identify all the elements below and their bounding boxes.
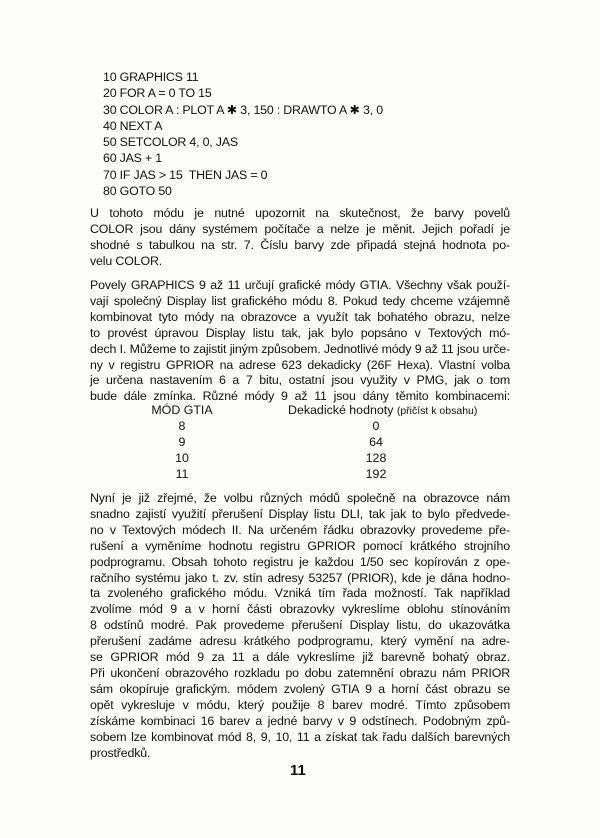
- paragraph-color-note: [90, 206, 510, 270]
- text-line: COLOR jsou dány systémem počítače a nelze je měnit. Jejich pořadí je: [90, 221, 510, 236]
- text-line: no v Textových módech II. Na určeném řádku obrazovky provedeme pře-: [90, 522, 510, 537]
- text-line: sobem lze kombinovat mód 8, 9, 10, 11 a získat tak řadu dalších barevných: [90, 729, 510, 744]
- table-row: [150, 418, 510, 434]
- code-line: 30 COLOR A : PLOT A ✱ 3, 150 : DRAWTO A ✱ 3, 0: [103, 102, 383, 117]
- cell-mode: 9: [178, 435, 186, 449]
- text-line: to provést úpravou Display listu tak, jak bylo popsáno v Textových mó-: [90, 325, 510, 340]
- text-line: snadno zajistí využití přerušení Display listu DLI, tak jak to bylo předvede-: [90, 506, 510, 521]
- text-line: rušení a vyměníme hodnotu registru GPRIOR pomocí krátkého strojního: [90, 538, 510, 553]
- text-line: opět vykresluje v módu, který použije 8 barev modré. Tímto způsobem: [90, 697, 510, 712]
- text-line: bude dále zmínka. Různé módy 9 až 11 jsou dány těmito kombinacemi:: [90, 389, 510, 404]
- code-line: 40 NEXT A: [103, 118, 163, 133]
- text-line: zvolíme mód 9 a v horní části obrazovky vykreslíme oblohu stínováním: [90, 602, 510, 617]
- code-line: 60 JAS + 1: [103, 151, 162, 166]
- text-line: velu COLOR.: [90, 253, 163, 268]
- cell-value: 128: [365, 451, 387, 465]
- code-line: 50 SETCOLOR 4, 0, JAS: [103, 135, 238, 150]
- text-line: vají společný Display list grafického módu 8. Pokud tedy chceme vzájemně: [90, 293, 510, 308]
- code-line: 70 IF JAS > 15 THEN JAS = 0: [103, 167, 268, 182]
- header-value: [288, 402, 477, 419]
- cell-mode: 8: [178, 419, 186, 433]
- text-line: podprogramu. Obsah tohoto registru je každou 1/50 sec kopírován z ope-: [90, 554, 510, 569]
- cell-value: 64: [369, 435, 383, 449]
- gtia-mode-table: [150, 402, 510, 482]
- header-value-label: Dekadické hodnoty: [288, 403, 394, 417]
- text-line: shodné s tabulkou na str. 7. Číslu barvy zde připadá stejná hodnota po-: [90, 237, 510, 252]
- table-row: [150, 434, 510, 450]
- text-line: dech I. Můžeme to zajistit jiným způsobem. Jednotlivé módy 9 až 11 jsou urče-: [90, 341, 510, 356]
- text-line: Povely GRAPHICS 9 až 11 určují grafické módy GTIA. Všechny však použí-: [90, 278, 510, 292]
- paragraph-gtia-modes: [90, 278, 510, 405]
- text-line: kombinovat tyto módy na obrazovce a využít tak bohatého obrazu, nelze: [90, 309, 510, 324]
- text-line: sám okopíruje grafickým. módem zvolený GTIA 9 a horní část obrazu se: [90, 681, 510, 696]
- table-header: [150, 402, 510, 418]
- cell-value: 192: [365, 467, 387, 481]
- text-line: račního systému jako t. zv. stín adresy 53257 (PRIOR), kde je dána hodno-: [90, 570, 510, 585]
- code-line: 80 GOTO 50: [103, 184, 172, 199]
- cell-mode: 10: [175, 451, 189, 465]
- paragraph-dli-combination: [90, 491, 510, 761]
- text-line: Nyní je již zřejmé, že volbu různých módů společně na obrazovce nám: [90, 491, 510, 505]
- text-line: získáme kombinaci 16 barev a jedné barvy v 9 odstínech. Podobným způ-: [90, 713, 510, 728]
- table-row: [150, 450, 510, 466]
- cell-value: 0: [372, 419, 380, 433]
- text-line: U tohoto módu je nutné upozornit na skutečnost, že barvy povelů: [90, 206, 510, 220]
- header-mode: MÓD GTIA: [151, 403, 213, 417]
- basic-program-listing: [103, 69, 383, 199]
- text-line: se GPRIOR mód 9 za 11 a dále vykreslíme již barevně bohatý obraz.: [90, 650, 510, 665]
- header-value-note: (přičíst k obsahu): [396, 405, 478, 417]
- code-line: 10 GRAPHICS 11: [103, 70, 199, 84]
- table-row: [150, 466, 510, 482]
- code-line: 20 FOR A = 0 TO 15: [103, 86, 212, 101]
- text-line: ny v registru GPRIOR na adrese 623 dekadicky (26F Hexa). Vlastní volba: [90, 357, 510, 372]
- cell-mode: 11: [175, 467, 189, 481]
- text-line: Při ukončení obrazového rozkladu po dobu zatemnění obrazu nám PRIOR: [90, 665, 510, 680]
- text-line: je určena nastavením 6 a 7 bitu, ostatní jsou využity v PMG, jak o tom: [90, 373, 510, 388]
- text-line: přerušení zadáme adresu krátkého podprogramu, který vymění na adre-: [90, 634, 510, 649]
- text-line: ta zvoleného grafického módu. Vzniká tím řada možností. Tak například: [90, 586, 510, 601]
- text-line: 8 odstínů modré. Pak provedeme přerušení Display listu, do ukazovátka: [90, 618, 510, 633]
- page-number: 11: [290, 762, 306, 779]
- text-line: prostředků.: [90, 745, 151, 760]
